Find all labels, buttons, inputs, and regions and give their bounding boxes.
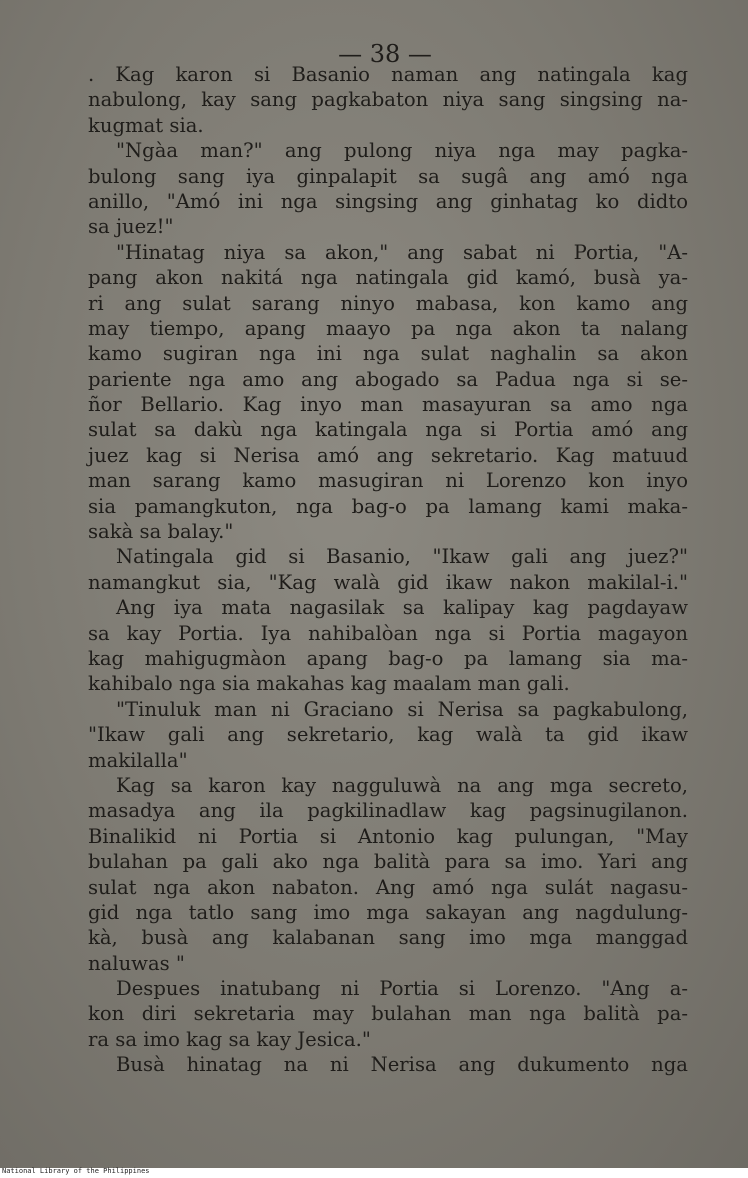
text-line: . Kag karon si Basanio naman ang natingala kag bbox=[88, 63, 688, 86]
text-line: sakà sa balay." bbox=[88, 520, 234, 544]
text-line: Ang iya mata nagasilak sa kalipay kag pagdayaw bbox=[116, 596, 688, 620]
text-line: ñor Bellario. Kag inyo man masayuran sa amo nga bbox=[88, 393, 688, 417]
text-line: nabulong, kay sang pagkabaton niya sang singsing na- bbox=[88, 88, 688, 112]
text-line: juez kag si Nerisa amó ang sekretario. Kag matuud bbox=[88, 443, 688, 467]
text-line: makilalla" bbox=[88, 748, 188, 772]
text-line: kon diri sekretaria may bulahan man nga balità pa- bbox=[88, 1002, 688, 1026]
text-line: "Ikaw gali ang sekretario, kag walà ta gid ikaw bbox=[88, 723, 688, 747]
text-line: sulat sa dakù nga katingala nga si Portia amó ang bbox=[88, 418, 688, 442]
text-line: kahibalo nga sia makahas kag maalam man gali. bbox=[88, 672, 570, 696]
text-line: anillo, "Amó ini nga singsing ang ginhatag ko didto bbox=[88, 189, 688, 213]
text-line: "Hinatag niya sa akon," ang sabat ni Portia, "A- bbox=[116, 240, 688, 264]
text-line: sulat nga akon nabaton. Ang amó nga sulát nagasu- bbox=[88, 875, 688, 899]
text-line: kag mahigugmàon apang bag-o pa lamang sia ma- bbox=[88, 646, 688, 670]
text-line: Despues inatubang ni Portia si Lorenzo. "Ang a- bbox=[116, 977, 688, 1001]
footer bbox=[0, 1168, 748, 1178]
text-line: "Ngàa man?" ang pulong niya nga may pagka- bbox=[116, 139, 688, 163]
text-line: sa kay Portia. Iya nahibalòan nga si Portia magayon bbox=[88, 621, 688, 645]
text-line: Busà hinatag na ni Nerisa ang dukumento nga bbox=[116, 1053, 688, 1077]
text-line: bulong sang iya ginpalapit sa sugâ ang amó nga bbox=[88, 164, 688, 188]
text-line: kugmat sia. bbox=[88, 113, 204, 137]
text-line: naluwas " bbox=[88, 951, 185, 975]
text-line: sa juez!" bbox=[88, 215, 174, 239]
text-line: kà, busà ang kalabanan sang imo mga manggad bbox=[88, 926, 688, 950]
text-line: Kag sa karon kay nagguluwà na ang mga secreto, bbox=[116, 773, 688, 797]
text-line: kamo sugiran nga ini nga sulat naghalin sa akon bbox=[88, 342, 688, 366]
text-line: bulahan pa gali ako nga balità para sa imo. Yari ang bbox=[88, 850, 688, 874]
text-line: masadya ang ila pagkilinadlaw kag pagsinugilanon. bbox=[88, 799, 688, 823]
text-line: ri ang sulat sarang ninyo mabasa, kon kamo ang bbox=[88, 291, 688, 315]
text-line: Binalikid ni Portia si Antonio kag pulungan, "May bbox=[88, 824, 688, 848]
text-line: "Tinuluk man ni Graciano si Nerisa sa pagkabulong, bbox=[116, 697, 688, 721]
text-line: Natingala gid si Basanio, "Ikaw gali ang juez?" bbox=[116, 545, 688, 569]
text-line: gid nga tatlo sang imo mga sakayan ang nagdulung- bbox=[88, 900, 688, 924]
library-credit: National Library of the Philippines bbox=[2, 1167, 150, 1175]
text-line: pariente nga amo ang abogado sa Padua nga si se- bbox=[88, 367, 688, 391]
text-line: may tiempo, apang maayo pa nga akon ta nalang bbox=[88, 316, 688, 340]
page-number: — 38 — bbox=[338, 40, 432, 68]
text-line: man sarang kamo masugiran ni Lorenzo kon inyo bbox=[88, 469, 688, 493]
text-line: ra sa imo kag sa kay Jesica." bbox=[88, 1027, 371, 1051]
text-line: namangkut sia, "Kag walà gid ikaw nakon makilal-i." bbox=[88, 570, 688, 594]
body-text bbox=[88, 62, 688, 1078]
text-line: pang akon nakitá nga natingala gid kamó, busà ya- bbox=[88, 266, 688, 290]
text-line: sia pamangkuton, nga bag-o pa lamang kami maka- bbox=[88, 494, 688, 518]
